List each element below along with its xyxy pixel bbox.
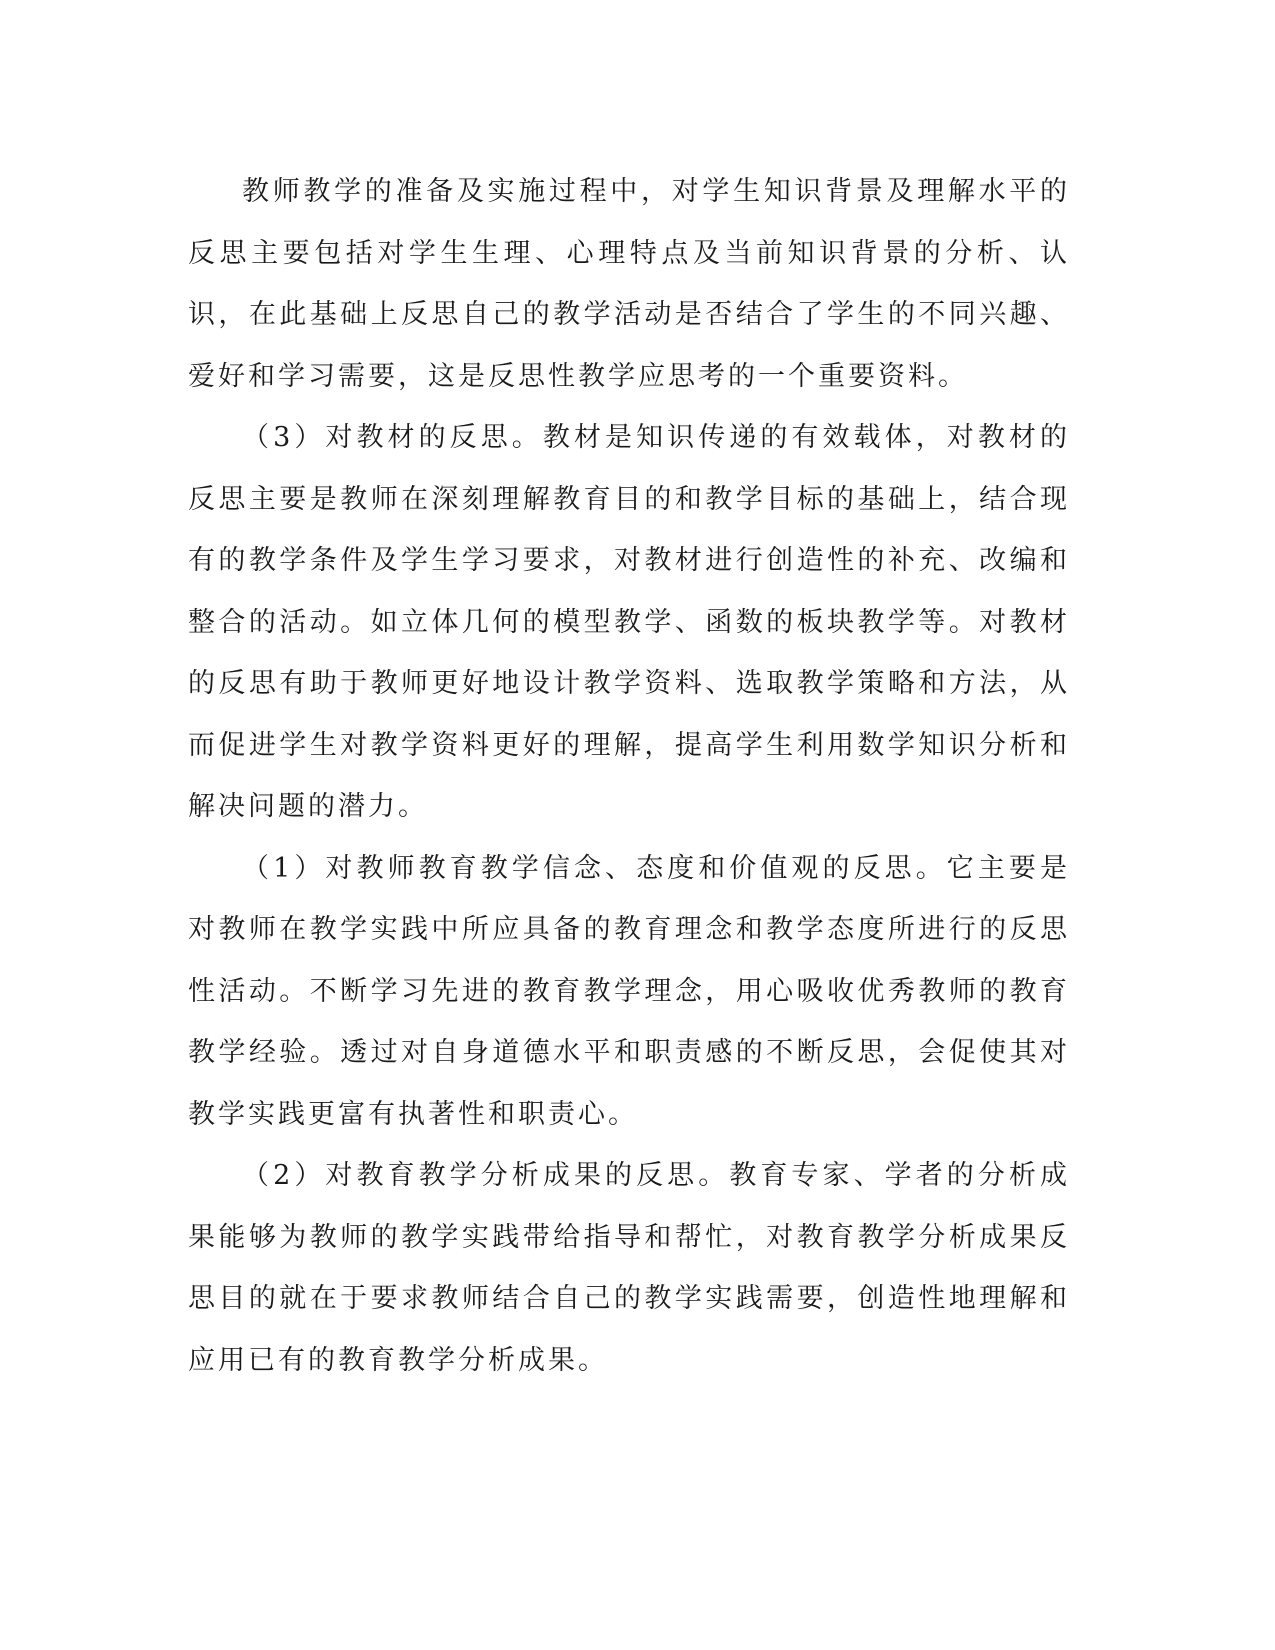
paragraph-textbook-reflection: （3）对教材的反思。教材是知识传递的有效载体，对教材的反思主要是教师在深刻理解教育目的和教学目标的基础上，结合现有的教学条件及学生学习要求，对教材进行创造性的补充、改编和整合的活动。如立体几何的模型教学、函数的板块教学等。对教材的反思有助于教师更好地设计教学资料、选取教学策略和方法，从而促进学生对教学资料更好的理解，提高学生利用数学知识分析和解决问题的潜力。: [188, 422, 1070, 822]
paragraph-student-background: 教师教学的准备及实施过程中，对学生知识背景及理解水平的反思主要包括对学生生理、心理特点及当前知识背景的分析、认识，在此基础上反思自己的教学活动是否结合了学生的不同兴趣、爱好和学习需要，这是反思性教学应思考的一个重要资料。: [188, 176, 1070, 392]
paragraph-research-results: （2）对教育教学分析成果的反思。教育专家、学者的分析成果能够为教师的教学实践带给指导和帮忙，对教育教学分析成果反思目的就在于要求教师结合自己的教学实践需要，创造性地理解和应用已有的教育教学分析成果。: [188, 1160, 1070, 1376]
body-text: [188, 161, 1070, 1391]
paragraph-teacher-beliefs: （1）对教师教育教学信念、态度和价值观的反思。它主要是对教师在教学实践中所应具备的教育理念和教学态度所进行的反思性活动。不断学习先进的教育教学理念，用心吸收优秀教师的教育教学经验。透过对自身道德水平和职责感的不断反思，会促使其对教学实践更富有执著性和职责心。: [188, 852, 1070, 1130]
